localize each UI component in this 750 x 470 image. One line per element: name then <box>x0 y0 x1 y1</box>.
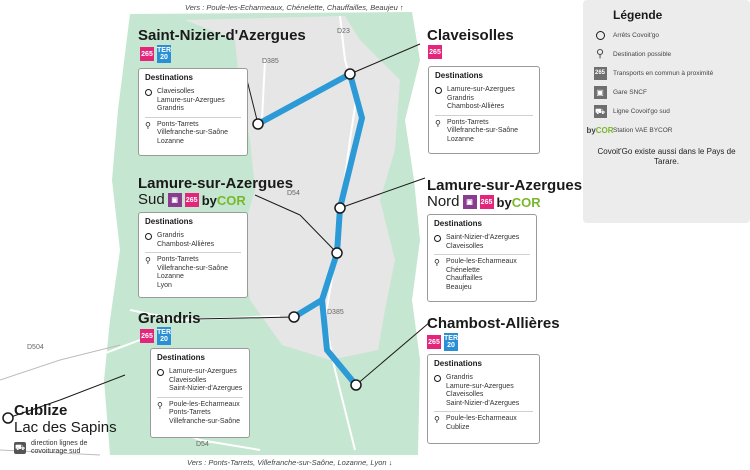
legend-label: Station VAE BYCOR <box>613 126 673 134</box>
destinations-heading: Destinations <box>434 219 483 228</box>
stop-circle-icon <box>435 87 442 96</box>
destinations-heading: Destinations <box>145 217 194 226</box>
terrain-grey-area <box>235 25 400 360</box>
pin-icon: ⚲ <box>145 256 151 265</box>
stop-circle-icon <box>145 233 152 242</box>
cublize-note-text: direction lignes de covoiturage sud <box>31 440 88 455</box>
badges-lamure-sud <box>138 192 246 208</box>
destinations-heading: Destinations <box>157 353 206 362</box>
bus-265-badge: 265 <box>428 45 442 59</box>
destinations-card-grandris <box>150 348 250 438</box>
stop-circle-icon <box>157 369 164 378</box>
stop-claveisolles <box>345 69 355 79</box>
legend-label: Destination possible <box>613 50 672 58</box>
pin-icon: ⚲ <box>434 415 440 424</box>
bus-265-icon: 265 <box>593 66 607 80</box>
dest-towns: Ponts-Tarrets Villefranche-sur-Saône Lozanne <box>157 120 229 145</box>
pin-icon: ⚲ <box>145 120 151 130</box>
station-title-cublize: Cublize <box>14 402 68 419</box>
stop-cublize <box>3 413 13 423</box>
bycor-icon: byCOR <box>586 125 614 135</box>
legend-item <box>593 104 740 118</box>
badges-claveisolles <box>428 45 442 59</box>
bus-265-badge: 265 <box>140 329 154 343</box>
legend-item <box>593 85 740 99</box>
dest-stops: Grandris Lamure-sur-Azergues Claveisolles Saint-Nizier-d'Azergues <box>446 374 520 407</box>
bus-265-badge: 265 <box>480 195 494 209</box>
line-icon: ⛟ <box>594 106 606 116</box>
legend-label: Arrêts Covoit'go <box>613 31 660 39</box>
bycor-logo: by COR <box>496 194 541 210</box>
legend-label: Transports en commun à proximité <box>613 69 714 77</box>
legend-item <box>593 28 740 42</box>
dest-stops: Lamure-sur-Azergues Grandris Chambost-Allières <box>447 86 515 110</box>
destinations-card-lamure-nord <box>427 214 537 302</box>
ter-badge: TER 20 <box>157 329 171 343</box>
legend-panel <box>583 0 750 223</box>
road-label: D54 <box>196 441 209 448</box>
stop-grandris <box>289 312 299 322</box>
stop-circle-icon <box>434 235 441 244</box>
road-label: D504 <box>27 344 44 351</box>
legend-footer: Covoit'Go existe aussi dans le Pays de Tarare. <box>597 147 736 166</box>
pin-icon: ⚲ <box>595 47 605 60</box>
station-title-claveisolles: Claveisolles <box>427 27 514 44</box>
road-label: D23 <box>337 28 350 35</box>
legend-item <box>593 47 740 61</box>
road-label: D385 <box>262 58 279 65</box>
station-subtitle-nord: Nord <box>427 193 460 210</box>
destinations-card-chambost <box>427 354 540 444</box>
station-title-chambost: Chambost-Allières <box>427 315 560 332</box>
ter-badge: TER 20 <box>444 335 458 349</box>
bus-265-badge: 265 <box>140 47 154 61</box>
badges-lamure-nord <box>427 194 541 210</box>
destinations-card-saint-nizier <box>138 68 248 156</box>
legend-label: Ligne Covoit'go sud <box>613 107 670 115</box>
dest-stops: Grandris Chambost-Allières <box>157 232 215 248</box>
stop-lamure-nord <box>335 203 345 213</box>
station-subtitle-cublize: Lac des Sapins <box>14 419 117 436</box>
train-icon: ▣ <box>463 195 477 209</box>
stop-saint-nizier <box>253 119 263 129</box>
road-label: D385 <box>327 309 344 316</box>
ter-badge: TER 20 <box>157 47 171 61</box>
bus-265-badge: 265 <box>185 193 199 207</box>
destinations-heading: Destinations <box>434 359 483 368</box>
direction-south: Vers : Ponts-Tarrets, Villefranche-sur-Saône, Lozanne, Lyon ↓ <box>187 458 393 467</box>
bycor-logo: by COR <box>201 192 246 208</box>
stop-circle-icon <box>145 89 152 98</box>
destinations-heading: Destinations <box>145 73 194 82</box>
station-title-lamure-sud: Lamure-sur-Azergues <box>138 175 294 192</box>
direction-north: Vers : Poule-les-Echarmeaux, Chénelette, Chauffailles, Beaujeu ↑ <box>185 3 404 12</box>
station-title-grandris: Grandris <box>138 310 201 327</box>
station-title-lamure-nord: Lamure-sur-Azergues <box>427 177 583 194</box>
road-label: D54 <box>287 190 300 197</box>
cublize-note <box>14 440 121 456</box>
dest-towns: Poule-les-Echarmeaux Chénelette Chauffailles Beaujeu <box>446 258 517 291</box>
dest-towns: Poule-les-Echarmeaux Cublize <box>446 415 517 431</box>
bus-265-badge: 265 <box>427 335 441 349</box>
stop-lamure-sud <box>332 248 342 258</box>
pin-icon: ⚲ <box>157 400 163 410</box>
legend-label: Gare SNCF <box>613 88 647 96</box>
dest-towns: Ponts-Tarrets Villefranche-sur-Saône Lozanne Lyon <box>157 256 229 289</box>
stop-chambost <box>351 380 361 390</box>
legend-title: Légende <box>613 8 663 22</box>
dest-towns: Poule-les-Echarmeaux Ponts-Tarrets Villefranche-sur-Saône <box>169 400 241 425</box>
station-subtitle-sud: Sud <box>138 191 165 208</box>
car-icon: ⛟ <box>14 443 26 452</box>
badges-grandris <box>140 327 171 345</box>
destinations-card-lamure-sud <box>138 212 248 298</box>
train-icon: ▣ <box>593 85 607 99</box>
badges-saint-nizier <box>140 45 171 63</box>
pin-icon: ⚲ <box>435 118 441 128</box>
legend-item <box>586 123 740 137</box>
stop-circle-icon <box>434 375 441 384</box>
stop-circle-icon <box>593 28 607 42</box>
station-title-saint-nizier: Saint-Nizier-d'Azergues <box>138 27 306 44</box>
train-icon: ▣ <box>168 193 182 207</box>
dest-towns: Ponts-Tarrets Villefranche-sur-Saône Lozanne <box>447 118 519 143</box>
dest-stops: Claveisolles Lamure-sur-Azergues Grandris <box>157 88 225 112</box>
destinations-card-claveisolles <box>428 66 540 154</box>
dest-stops: Lamure-sur-Azergues Claveisolles Saint-Nizier-d'Azergues <box>169 368 243 392</box>
destinations-heading: Destinations <box>435 71 484 80</box>
pin-icon: ⚲ <box>434 258 440 267</box>
dest-stops: Saint-Nizier-d'Azergues Claveisolles <box>446 234 520 250</box>
legend-item <box>593 66 740 80</box>
badges-chambost <box>427 333 458 351</box>
